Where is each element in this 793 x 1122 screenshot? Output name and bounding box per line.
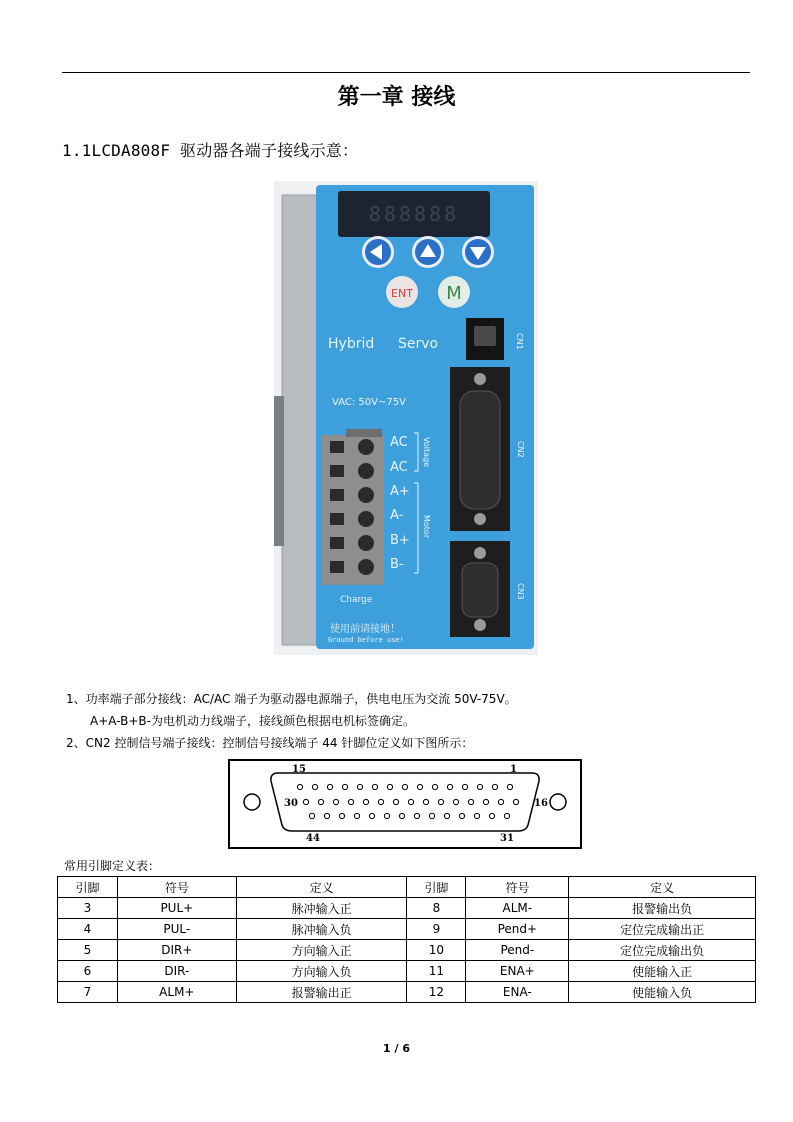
svg-text:15: 15	[292, 764, 306, 775]
pin-socket	[312, 784, 317, 789]
pin-socket	[438, 799, 443, 804]
svg-text:30: 30	[284, 798, 298, 809]
pin-socket	[468, 799, 473, 804]
terminal-label: AC	[390, 435, 408, 450]
table-cell: 12	[407, 982, 466, 1003]
pin-socket	[324, 813, 329, 818]
table-cell: 报警输出负	[569, 898, 756, 919]
pin-socket	[444, 813, 449, 818]
note-cn2: 2、CN2 控制信号端子接线：控制信号接线端子 44 针脚位定义如下图所示：	[66, 736, 474, 750]
pin-socket	[393, 799, 398, 804]
brand-servo: Servo	[398, 336, 439, 352]
pin-socket	[378, 799, 383, 804]
table-cell: 定位完成输出负	[569, 940, 756, 961]
pin-socket	[333, 799, 338, 804]
voltage-label: VAC: 50V~75V	[332, 397, 406, 408]
table-caption: 常用引脚定义表：	[64, 859, 161, 873]
pin-socket	[432, 784, 437, 789]
pin-definition-table	[57, 876, 756, 1003]
header-definition: 定义	[236, 877, 407, 898]
pin-socket	[453, 799, 458, 804]
pin-socket	[414, 813, 419, 818]
pin-socket	[513, 799, 518, 804]
pin-socket	[417, 784, 422, 789]
pin-socket	[339, 813, 344, 818]
terminal-label: A+	[390, 484, 410, 499]
svg-text:CN1: CN1	[515, 333, 524, 350]
pin-socket	[477, 784, 482, 789]
pin-socket	[318, 799, 323, 804]
svg-text:CN2: CN2	[516, 441, 525, 458]
table-cell: DIR+	[117, 940, 236, 961]
header-pin: 引脚	[407, 877, 466, 898]
table-cell: ENA+	[466, 961, 569, 982]
svg-text:31: 31	[500, 833, 514, 844]
table-cell: 脉冲输入正	[236, 898, 407, 919]
section-heading: 1.1LCDA808F 驱动器各端子接线示意：	[62, 141, 359, 160]
svg-text:M: M	[446, 283, 462, 304]
ground-warning-cn: 使用前请接地！	[330, 624, 400, 635]
pin-socket	[297, 784, 302, 789]
table-cell: 5	[58, 940, 118, 961]
table-cell: ENA-	[466, 982, 569, 1003]
table-cell: DIR-	[117, 961, 236, 982]
table-cell: PUL+	[117, 898, 236, 919]
table-cell: 报警输出正	[236, 982, 407, 1003]
note-motor-terminals: A+A-B+B-为电机动力线端子，接线颜色根据电机标签确定。	[90, 714, 415, 728]
note-power-terminals: 1、功率端子部分接线：AC/AC 端子为驱动器电源端子，供电电压为交流 50V-75V。	[66, 692, 517, 706]
header-symbol: 符号	[466, 877, 569, 898]
table-cell: 使能输入负	[569, 982, 756, 1003]
mount-hole-right	[550, 794, 566, 810]
pin-socket	[492, 784, 497, 789]
terminal-label: AC	[390, 460, 408, 475]
table-cell: 使能输入正	[569, 961, 756, 982]
table-cell: 脉冲输入负	[236, 919, 407, 940]
header-pin: 引脚	[58, 877, 118, 898]
svg-text:16: 16	[534, 798, 548, 809]
chapter-title: 第一章 接线	[337, 85, 456, 110]
table-row	[58, 919, 756, 940]
pin-socket	[342, 784, 347, 789]
pin-socket	[348, 799, 353, 804]
table-cell: 10	[407, 940, 466, 961]
pin-socket	[507, 784, 512, 789]
table-cell: Pend+	[466, 919, 569, 940]
pin-socket	[474, 813, 479, 818]
table-cell: ALM+	[117, 982, 236, 1003]
table-cell: 7	[58, 982, 118, 1003]
svg-text:1: 1	[510, 764, 517, 775]
pin-socket	[399, 813, 404, 818]
mount-hole-left	[244, 794, 260, 810]
pin-socket	[372, 784, 377, 789]
up-arrow-button	[412, 236, 444, 268]
pin-socket	[423, 799, 428, 804]
table-cell: 方向输入正	[236, 940, 407, 961]
pin-socket	[402, 784, 407, 789]
pin-socket	[384, 813, 389, 818]
db44-pin-diagram	[228, 759, 582, 849]
pin-socket	[387, 784, 392, 789]
svg-text:44: 44	[306, 833, 320, 844]
svg-text:CN3: CN3	[516, 583, 525, 600]
table-row	[58, 961, 756, 982]
terminal-label: B+	[390, 533, 410, 548]
m-button	[438, 276, 470, 308]
voltage-group-label: Voltage	[422, 437, 431, 468]
header-symbol: 符号	[117, 877, 236, 898]
pin-socket	[489, 813, 494, 818]
brand-hybrid: Hybrid	[328, 336, 375, 352]
table-row	[58, 982, 756, 1003]
pin-socket	[504, 813, 509, 818]
ent-button	[386, 276, 418, 308]
table-row	[58, 898, 756, 919]
pin-socket	[354, 813, 359, 818]
pin-socket	[303, 799, 308, 804]
table-cell: 3	[58, 898, 118, 919]
table-row	[58, 940, 756, 961]
ground-warning-en: Ground before use!	[328, 636, 404, 644]
charge-label: Charge	[340, 595, 373, 605]
down-arrow-button	[462, 236, 494, 268]
table-cell: 11	[407, 961, 466, 982]
left-arrow-button	[362, 236, 394, 268]
pin-socket	[429, 813, 434, 818]
table-cell: 定位完成输出正	[569, 919, 756, 940]
pin-socket	[363, 799, 368, 804]
table-cell: PUL-	[117, 919, 236, 940]
pin-socket	[498, 799, 503, 804]
pin-socket	[408, 799, 413, 804]
table-cell: 方向输入负	[236, 961, 407, 982]
display-digits: 888888	[368, 202, 460, 226]
terminal-label: A-	[390, 508, 404, 523]
table-cell: 8	[407, 898, 466, 919]
table-cell: Pend-	[466, 940, 569, 961]
svg-text:ENT: ENT	[391, 287, 413, 300]
pin-socket	[462, 784, 467, 789]
motor-group-label: Motor	[422, 515, 431, 539]
page-number: 1 / 6	[383, 1042, 410, 1055]
pin-socket	[459, 813, 464, 818]
pin-socket	[447, 784, 452, 789]
pin-socket	[327, 784, 332, 789]
pin-socket	[483, 799, 488, 804]
table-header-row	[58, 877, 756, 898]
pin-socket	[309, 813, 314, 818]
header-definition: 定义	[569, 877, 756, 898]
table-cell: 4	[58, 919, 118, 940]
table-cell: 9	[407, 919, 466, 940]
pin-socket	[369, 813, 374, 818]
table-cell: ALM-	[466, 898, 569, 919]
driver-product-photo	[274, 181, 538, 655]
table-cell: 6	[58, 961, 118, 982]
terminal-label: B-	[390, 557, 404, 572]
pin-socket	[357, 784, 362, 789]
top-rule	[62, 72, 750, 73]
